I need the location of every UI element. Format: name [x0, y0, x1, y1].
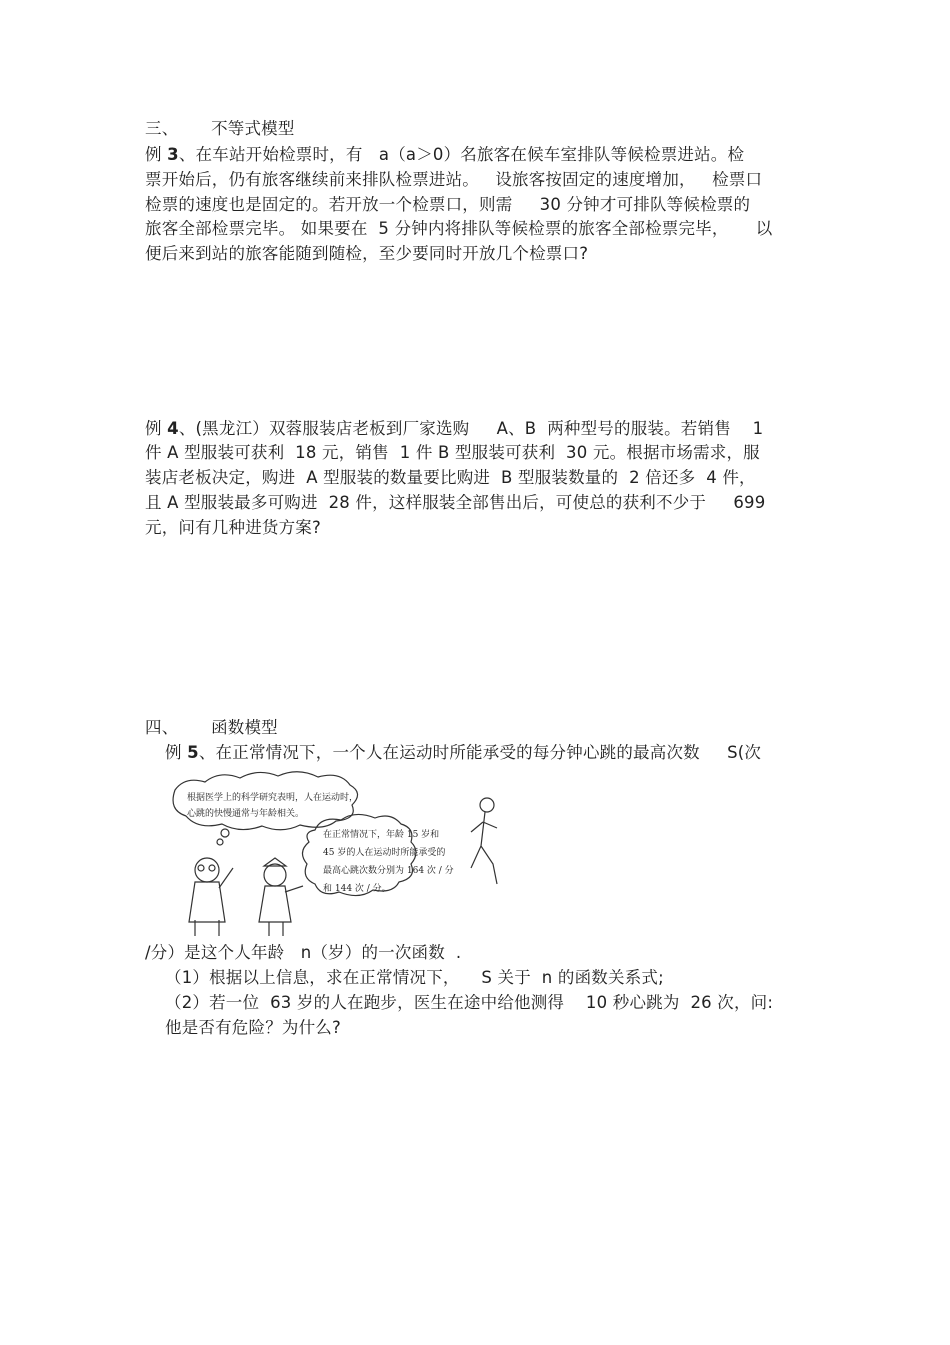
- runner-figure: [471, 798, 497, 884]
- bubble2-line-4: 和 144 次 / 分。: [323, 884, 391, 894]
- example4-line-5: 元，问有几种进货方案?: [145, 518, 321, 537]
- example3-line-3: 检票的速度也是固定的。若开放一个检票口，则需 30 分钟才可排队等候检票的: [145, 195, 751, 214]
- doctor-nurse-runner-illustration: [165, 770, 515, 940]
- example5-line-1: 例 5、在正常情况下，一个人在运动时所能承受的每分钟心跳的最高次数 S(次: [165, 743, 762, 762]
- example5-question-1: （1）根据以上信息，求在正常情况下， S 关于 n 的函数关系式;: [165, 968, 664, 987]
- doctor-figure: [189, 858, 233, 936]
- bubble1-line-2: 心跳的快慢通常与年龄相关。: [187, 809, 305, 819]
- bubble2-line-2: 45 岁的人在运动时所能承受的: [323, 848, 446, 858]
- section3-heading: 三、 不等式模型: [145, 119, 295, 138]
- example3-line-1: 例 3、在车站开始检票时，有 a（a＞0）名旅客在候车室排队等候检票进站。检: [145, 145, 745, 164]
- example3-line-2: 票开始后，仍有旅客继续前来排队检票进站。 设旅客按固定的速度增加， 检票口: [145, 170, 763, 189]
- example5-line-2: /分）是这个人年龄 n（岁）的一次函数 .: [145, 943, 462, 962]
- example4-line-2: 件 A 型服装可获利 18 元，销售 1 件 B 型服装可获利 30 元。根据市场需求，服: [145, 443, 760, 462]
- example5-question-2-line-1: （2）若一位 63 岁的人在跑步，医生在途中给他测得 10 秒心跳为 26 次，问:: [165, 993, 774, 1012]
- example4-line-1: 例 4、(黑龙江）双蓉服装店老板到厂家选购 A、B 两种型号的服装。若销售 1: [145, 419, 764, 438]
- example3-line-4: 旅客全部检票完毕。 如果要在 5 分钟内将排队等候检票的旅客全部检票完毕， 以: [145, 219, 773, 238]
- example3-line-5: 便后来到站的旅客能随到随检，至少要同时开放几个检票口?: [145, 244, 589, 263]
- bubble2-line-3: 最高心跳次数分别为 164 次 / 分: [323, 866, 454, 876]
- example4-line-3: 装店老板决定，购进 A 型服装的数量要比购进 B 型服装数量的 2 倍还多 4 件，: [145, 468, 756, 487]
- nurse-figure: [259, 858, 303, 936]
- example4-line-4: 且 A 型服装最多可购进 28 件，这样服装全部售出后，可使总的获利不少于 699: [145, 493, 766, 512]
- example5-question-2-line-2: 他是否有危险？为什么?: [165, 1018, 341, 1037]
- bubble1-line-1: 根据医学上的科学研究表明，人在运动时，: [187, 793, 359, 803]
- bubble2-line-1: 在正常情况下，年龄 15 岁和: [323, 830, 440, 840]
- section4-heading: 四、 函数模型: [145, 718, 278, 737]
